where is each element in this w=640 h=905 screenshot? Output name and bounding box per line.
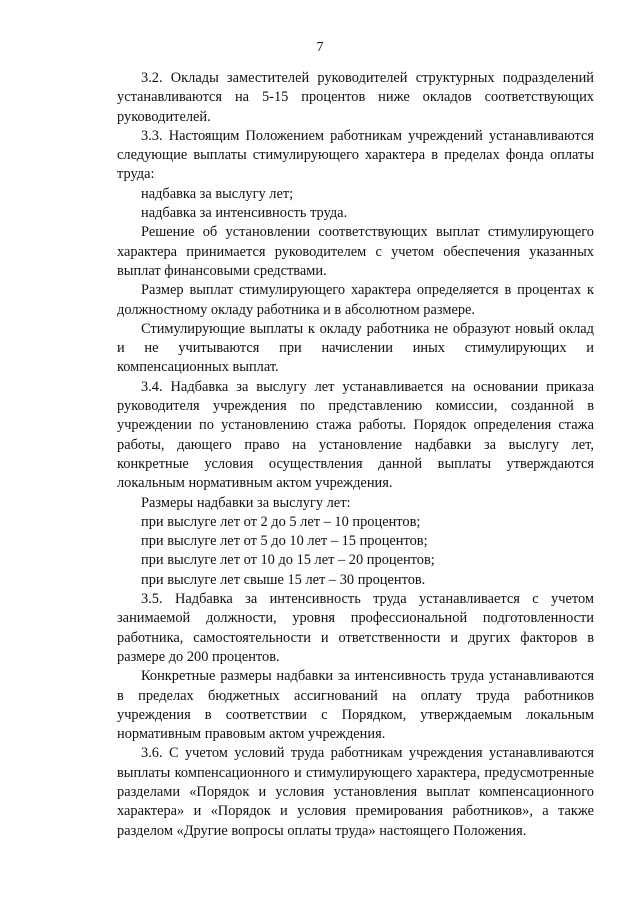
document-body — [117, 69, 594, 841]
paragraph-3-3: 3.3. Настоящим Положением работникам учреждений устанавливаются следующие выплаты стимулирующего характера в пределах фонда оплаты труда: — [117, 127, 594, 183]
list-item: при выслуге лет от 5 до 10 лет – 15 процентов; — [141, 533, 428, 550]
list-item: при выслуге лет от 10 до 15 лет – 20 процентов; — [141, 552, 435, 569]
list-heading: Размеры надбавки за выслугу лет: — [141, 494, 351, 511]
paragraph-3-2: 3.2. Оклады заместителей руководителей структурных подразделений устанавливаются на 5-15 процентов ниже окладов соответствующих руководителей. — [117, 70, 594, 125]
paragraph-3-5: 3.5. Надбавка за интенсивность труда устанавливается с учетом занимаемой должности, уровня профессиональной подготовленности работника, самостоятельности и ответственности и других факторов в размере до 200 процентов. — [117, 591, 594, 665]
paragraph-3-4: 3.4. Надбавка за выслугу лет устанавливается на основании приказа руководителя учреждения по представлению комиссии, созданной в учреждении по установлению стажа работы. Порядок определения стажа работы, дающего право на установление надбавки за выслугу лет, конкретные условия осуществления данной выплаты утверждаются локальным нормативным актом учреждения. — [117, 378, 594, 492]
list-item: при выслуге лет от 2 до 5 лет – 10 процентов; — [141, 513, 421, 530]
paragraph: Стимулирующие выплаты к окладу работника не образуют новый оклад и не учитываются при начислении иных стимулирующих и компенсационных выплат. — [117, 320, 594, 376]
paragraph-3-6: 3.6. С учетом условий труда работникам учреждения устанавливаются выплаты компенсационного и стимулирующего характера, предусмотренные разделами «Порядок и условия установления выплат компенсационного характера» и «Порядок и условия премирования работников», а также разделом «Другие вопросы оплаты труда» настоящего Положения. — [117, 745, 594, 839]
paragraph: Размер выплат стимулирующего характера определяется в процентах к должностному окладу работника и в абсолютном размере. — [117, 282, 594, 318]
paragraph: Конкретные размеры надбавки за интенсивность труда устанавливаются в пределах бюджетных ассигнований на оплату труда работников учреждения в соответствии с Порядком, утверждаемым локальным нормативным правовым актом учреждения. — [117, 668, 594, 743]
page-number: 7 — [316, 40, 324, 55]
list-item: надбавка за выслугу лет; — [141, 185, 294, 202]
paragraph: Решение об установлении соответствующих выплат стимулирующего характера принимается руководителем с учетом обеспечения указанных выплат финансовыми средствами. — [117, 224, 594, 279]
list-item: при выслуге лет свыше 15 лет – 30 процентов. — [141, 571, 426, 588]
list-item: надбавка за интенсивность труда. — [141, 205, 348, 222]
